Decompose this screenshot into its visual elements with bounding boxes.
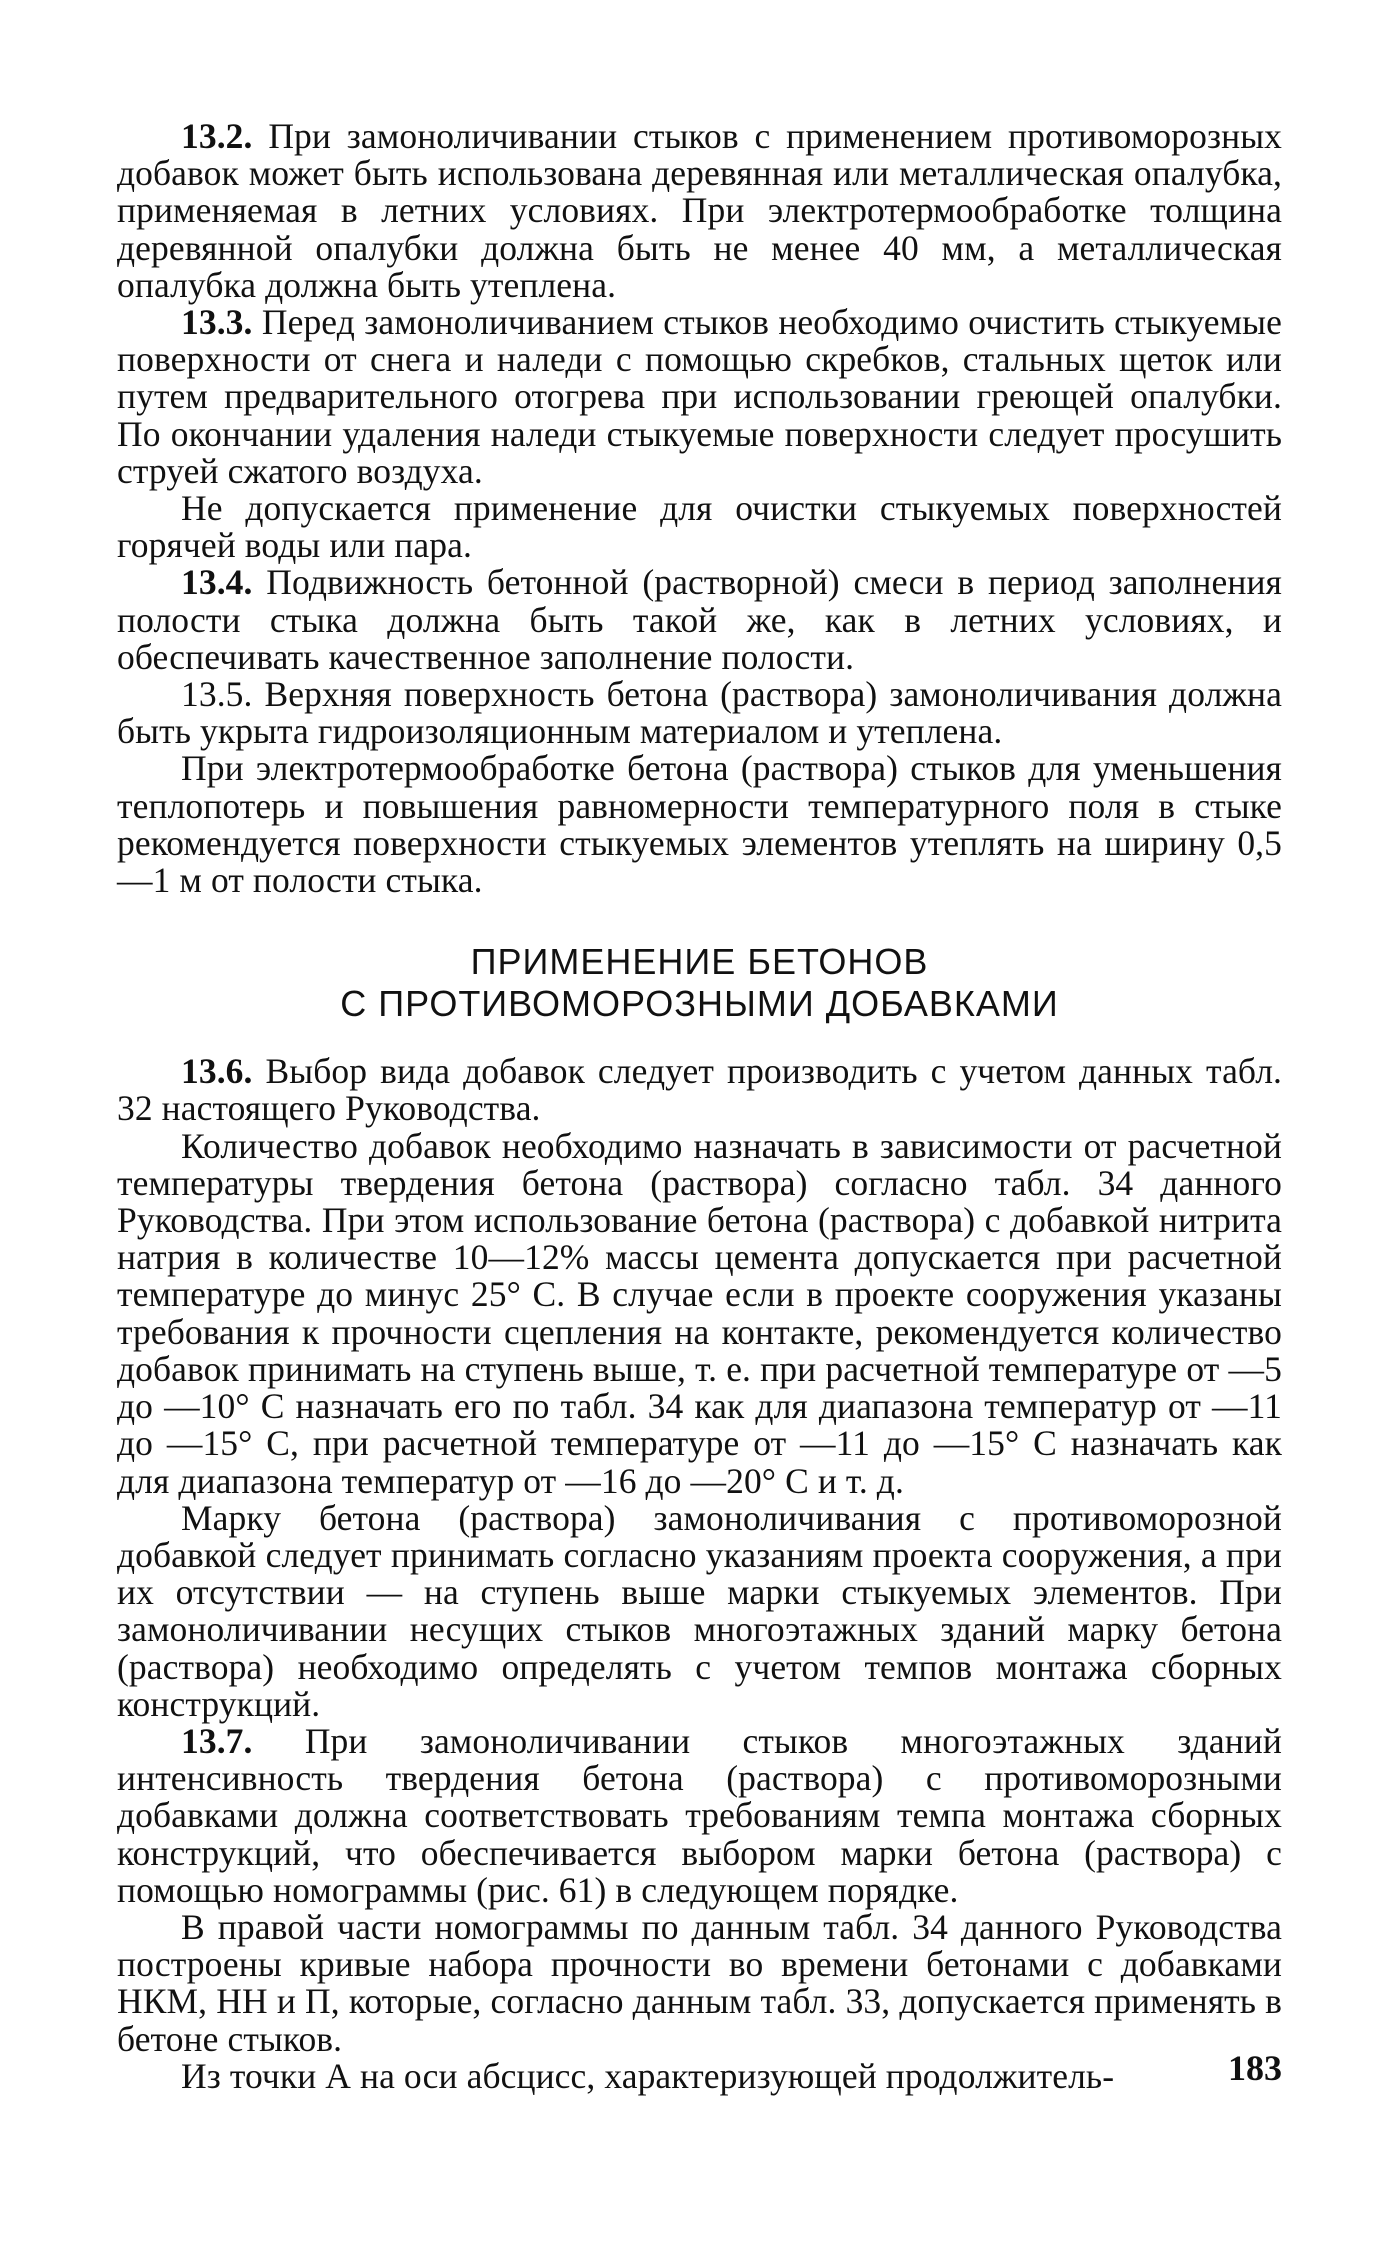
paragraph-13-2 [117,118,1282,304]
page-body [117,118,1282,2095]
section-bottom [117,1053,1282,2095]
section-heading [117,941,1282,1025]
paragraph-text: Выбор вида добавок следует производить с учетом данных табл. 32 настоящего Руководства. [117,1051,1282,1129]
paragraph-text: При замоноличивании стыков многоэтажных зданий интенсивность твердения бетона (раствора) с противоморозными добавками должна соответствовать требованиям темпа монтажа сборных конструкций, что обеспечивается выбором марки бетона (раствора) с помощью номограммы (рис. 61) в следующем порядке. [117,1720,1282,1910]
paragraph-text: Марку бетона (раствора) замоноличивания с противоморозной добавкой следует принимать согласно указаниям проекта сооружения, а при их отсутствии — на ступень выше марки стыкуемых элементов. При замоноличивании несущих стыков многоэтажных зданий марку бетона (раствора) необходимо определять с учетом темпов монтажа сборных конструкций. [117,1497,1282,1724]
clause-number: 13.7. [181,1720,253,1761]
paragraph-13-3 [117,304,1282,490]
paragraph-13-5-note [117,750,1282,899]
paragraph-13-3-note [117,490,1282,564]
paragraph-text: Из точки А на оси абсцисс, характеризующей продолжитель- [181,2055,1115,2096]
paragraph-13-4 [117,564,1282,676]
clause-number: 13.5. [181,674,253,715]
paragraph-13-6 [117,1053,1282,1127]
paragraph-nomogram [117,1906,1282,2059]
clause-number: 13.3. [181,302,253,343]
clause-number: 13.2. [181,116,253,156]
paragraph-point-a [117,2055,1282,2096]
paragraph-text: Количество добавок необходимо назначать в зависимости от расчетной температуры твердения бетона (раствора) согласно табл. 34 данного Руководства. При этом использование бетона (раствора) с добавкой нитрита натрия в количестве 10—12% массы цемента допускается при расчетной температуре до минус 25° С. В случае если в проекте сооружения указаны требования к прочности сцепления на контакте, рекомендуется количество добавок принимать на ступень выше, т. е. при расчетной температуре от —5 до —10° С назначать его по табл. 34 как для диапазона температур от —11 до —15° С, при расчетной температуре от —11 до —15° С назначать как для диапазона температур от —16 до —20° С и т. д. [117,1125,1282,1501]
paragraph-concrete-grade [117,1497,1282,1724]
paragraph-additive-quantity [117,1125,1282,1501]
paragraph-text: Подвижность бетонной (растворной) смеси в период заполнения полости стыка должна быть такой же, как в летних условиях, и обеспечивать качественное заполнение полости. [117,562,1282,677]
paragraph-text: Не допускается применение для очистки стыкуемых поверхностей горячей воды или пара. [117,488,1282,566]
section-top [117,118,1282,899]
paragraph-text: При замоноличивании стыков с применением противоморозных добавок может быть использована деревянная или металлическая опалубка, применяемая в летних условиях. При электротермообработке толщина деревянной опалубки должна быть не менее 40 мм, а металлическая опалубка должна быть утеплена. [117,116,1282,305]
paragraph-text: В правой части номограммы по данным табл. 34 данного Руководства построены кривые набора прочности во времени бетонами с добавками НКМ, НН и П, которые, согласно данным табл. 33, допускается применять в бетоне стыков. [117,1906,1282,2059]
page-number: 183 [1228,2048,1282,2088]
paragraph-text: Перед замоноличиванием стыков необходимо очистить стыкуемые поверхности от снега и наледи с помощью скребков, стальных щеток или путем предварительного отогрева при использовании греющей опалубки. По окончании удаления наледи стыкуемые поверхности следует просушить струей сжатого воздуха. [117,302,1282,491]
paragraph-13-5 [117,676,1282,750]
clause-number: 13.6. [181,1051,253,1092]
paragraph-text: Верхняя поверхность бетона (раствора) замоноличивания должна быть укрыта гидроизоляционным материалом и утеплена. [117,674,1282,752]
clause-number: 13.4. [181,562,253,603]
heading-line-1: ПРИМЕНЕНИЕ БЕТОНОВ [470,941,929,983]
paragraph-text: При электротермообработке бетона (раствора) стыков для уменьшения теплопотерь и повышения равномерности температурного поля в стыке рекомендуется поверхности стыкуемых элементов утеплять на ширину 0,5—1 м от полости стыка. [117,748,1282,901]
paragraph-13-7 [117,1720,1282,1910]
heading-line-2: С ПРОТИВОМОРОЗНЫМИ ДОБАВКАМИ [340,983,1059,1025]
